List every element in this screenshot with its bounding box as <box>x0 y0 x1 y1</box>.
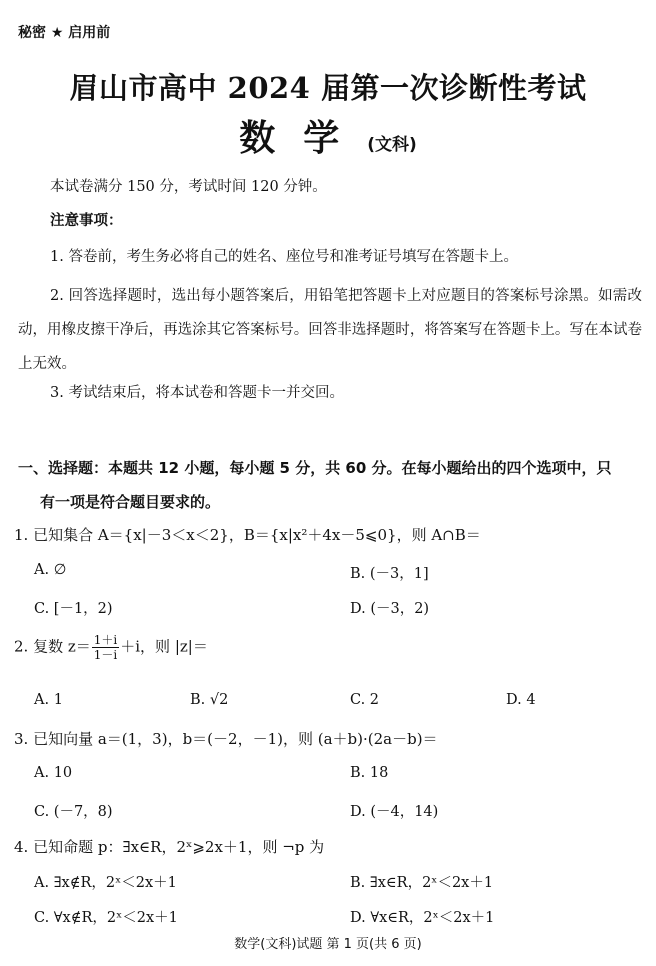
question-1-option-b: B. (－3，1] <box>350 566 429 582</box>
question-2-option-b: B. √2 <box>190 692 229 708</box>
question-3-stem: 3. 已知向量 a＝(1，3)，b＝(－2，－1)，则 (a＋b)·(2a－b)＝ <box>14 730 438 748</box>
notice-item-3: 3. 考试结束后，将本试卷和答题卡一并交回。 <box>50 385 344 401</box>
question-2-fraction-denominator: 1－i <box>93 648 118 662</box>
question-2-stem <box>14 633 208 662</box>
question-3-option-a: A. 10 <box>34 765 73 781</box>
question-3-option-d: D. (－4，14) <box>350 804 439 820</box>
section-heading-line-1: 一、选择题：本题共 12 小题，每小题 5 分，共 60 分。在每小题给出的四个选项中，只 <box>18 459 612 477</box>
question-4-option-a: A. ∃x∉R，2ˣ＜2x＋1 <box>34 875 177 891</box>
full-score-text: 本试卷满分 150 分，考试时间 120 分钟。 <box>50 179 327 195</box>
question-1-stem: 1. 已知集合 A＝{x|－3＜x＜2}，B＝{x|x²＋4x－5⩽0}，则 A∩B＝ <box>14 526 481 544</box>
question-4-option-b: B. ∃x∈R，2ˣ＜2x＋1 <box>350 875 494 891</box>
question-2-option-c: C. 2 <box>350 692 380 708</box>
section-heading-line-2: 有一项是符合题目要求的。 <box>40 493 221 511</box>
question-2-option-a: A. 1 <box>34 692 63 708</box>
question-2-option-d: D. 4 <box>506 692 536 708</box>
question-1-option-a: A. ∅ <box>34 562 67 578</box>
question-3-option-c: C. (－7，8) <box>34 804 113 820</box>
question-4-option-c: C. ∀x∉R，2ˣ＜2x＋1 <box>34 910 178 926</box>
question-1-option-c: C. [－1，2) <box>34 601 113 617</box>
question-1-option-d: D. (－3，2) <box>350 601 430 617</box>
question-3-option-b: B. 18 <box>350 765 389 781</box>
question-2-fraction <box>92 633 119 662</box>
question-2-stem-suffix: ＋i，则 |z|＝ <box>120 637 208 656</box>
notice-item-2: 2. 回答选择题时，选出每小题答案后，用铅笔把答题卡上对应题目的答案标号涂黑。如需改动，用橡皮擦干净后，再选涂其它答案标号。回答非选择题时，将答案写在答题卡上。写在本试卷上无效。 <box>18 288 642 372</box>
notice-heading: 注意事项： <box>50 213 123 229</box>
question-2-fraction-numerator: 1＋i <box>93 633 118 647</box>
subject-type: (文科) <box>367 135 417 155</box>
subject-name: 数学 <box>239 117 368 159</box>
subject-heading <box>0 110 656 161</box>
question-2-stem-prefix: 2. 复数 z＝ <box>14 637 91 656</box>
question-4-option-d: D. ∀x∈R，2ˣ＜2x＋1 <box>350 910 495 926</box>
exam-title: 眉山市高中 2024 届第一次诊断性考试 <box>69 71 587 105</box>
confidential-label: 秘密 ★ 启用前 <box>18 25 111 41</box>
page-footer: 数学(文科)试题 第 1 页(共 6 页) <box>234 937 422 952</box>
question-4-stem: 4. 已知命题 p：∃x∈R，2ˣ⩾2x＋1，则 ¬p 为 <box>14 838 325 856</box>
notice-item-1: 1. 答卷前，考生务必将自己的姓名、座位号和准考证号填写在答题卡上。 <box>50 249 518 265</box>
section-heading <box>18 451 646 519</box>
